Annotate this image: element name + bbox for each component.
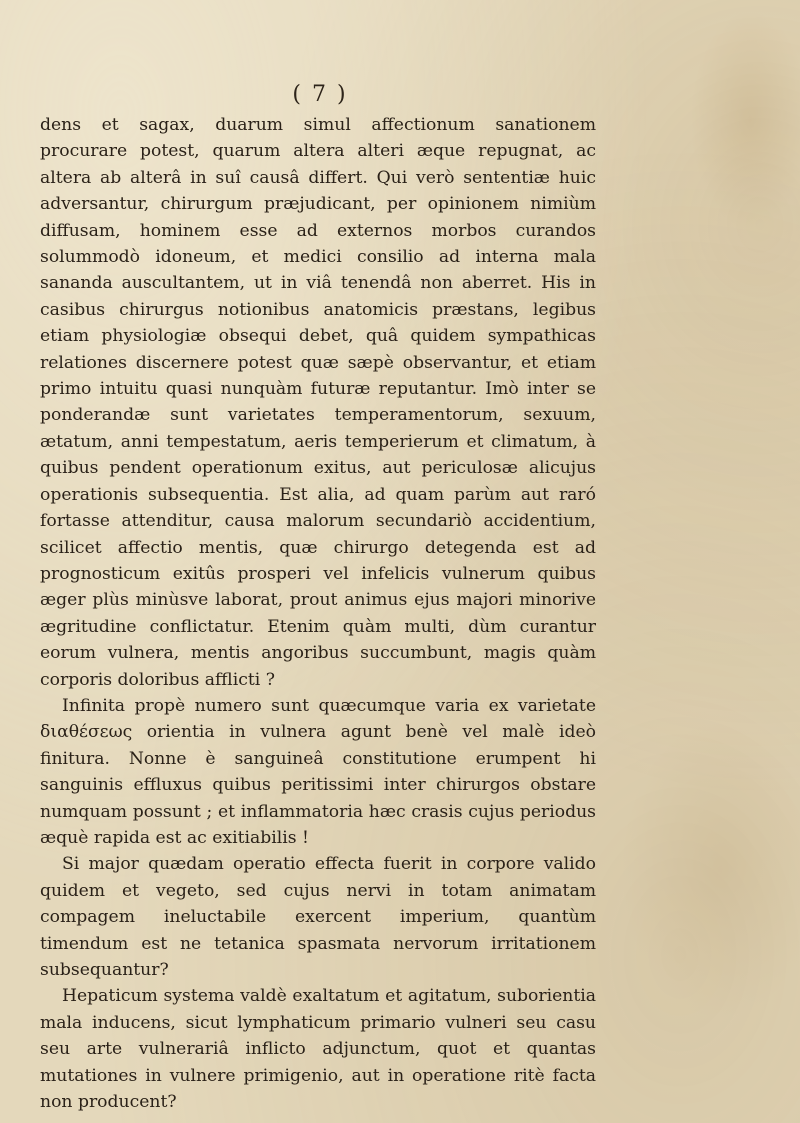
paper-stain bbox=[690, 10, 800, 230]
body-text bbox=[40, 112, 596, 1115]
paragraph: dens et sagax, duarum simul affectionum sanationem procurare potest, quarum altera alteri æque repugnat, ac altera ab alterâ in suî causâ differt. Qui verò sententiæ huic adversantur, chirurgum præjudicant, per opinionem nimiùm diffusam, hominem esse ad externos morbos curandos solummodò idoneum, et medici consilio ad interna mala sananda auscultantem, ut in viâ tenendâ non aberret. His in casibus chirurgus notionibus anatomicis præstans, legibus etiam physiologiæ obsequi debet, quâ quidem sympathicas relationes discernere potest quæ sæpè observantur, et etiam primo intuitu quasi nunquàm futuræ reputantur. Imò inter se ponderandæ sunt varietates temperamentorum, sexuum, ætatum, anni tempestatum, aeris temperierum et climatum, à quibus pendent operationum exitus, aut periculosæ alicujus operationis subsequentia. Est alia, ad quam parùm aut raró fortasse attenditur, causa malorum secundariò accidentium, scilicet affectio mentis, quæ chirurgo detegenda est ad prognosticum exitûs prosperi vel infelicis vulnerum quibus æger plùs minùsve laborat, prout animus ejus majori minorive ægritudine conflictatur. Etenim quàm multi, dùm curantur eorum vulnera, mentis angoribus succumbunt, magis quàm corporis doloribus afflicti ? bbox=[40, 115, 596, 690]
paragraph: Infinita propè numero sunt quæcumque varia ex varietate διαθέσεως orientia in vulnera agunt benè vel malè ideò finitura. Nonne è sanguineâ constitutione erumpent hi sanguinis effluxus quibus peritissimi inter chirurgos obstare numquam possunt ; et inflammatoria hæc crasis cujus periodus æquè rapida est ac exitiabilis ! bbox=[40, 695, 596, 848]
page-number: ( 7 ) bbox=[292, 82, 348, 107]
paper-stain bbox=[620, 720, 800, 1020]
paragraph: Hepaticum systema valdè exaltatum et agitatum, suborientia mala inducens, sicut lymphaticum primario vulneri seu casu seu arte vulnerariâ inflicto adjunctum, quot et quantas mutationes in vulnere primigenio, aut in operatione ritè facta non producent? bbox=[40, 986, 596, 1113]
paragraph: Si major quædam operatio effecta fuerit in corpore valido quidem et vegeto, sed cujus nervi in totam animatam compagem ineluctabile exercent imperium, quantùm timendum est ne tetanica spasmata nervorum irritationem subsequantur? bbox=[40, 854, 596, 980]
